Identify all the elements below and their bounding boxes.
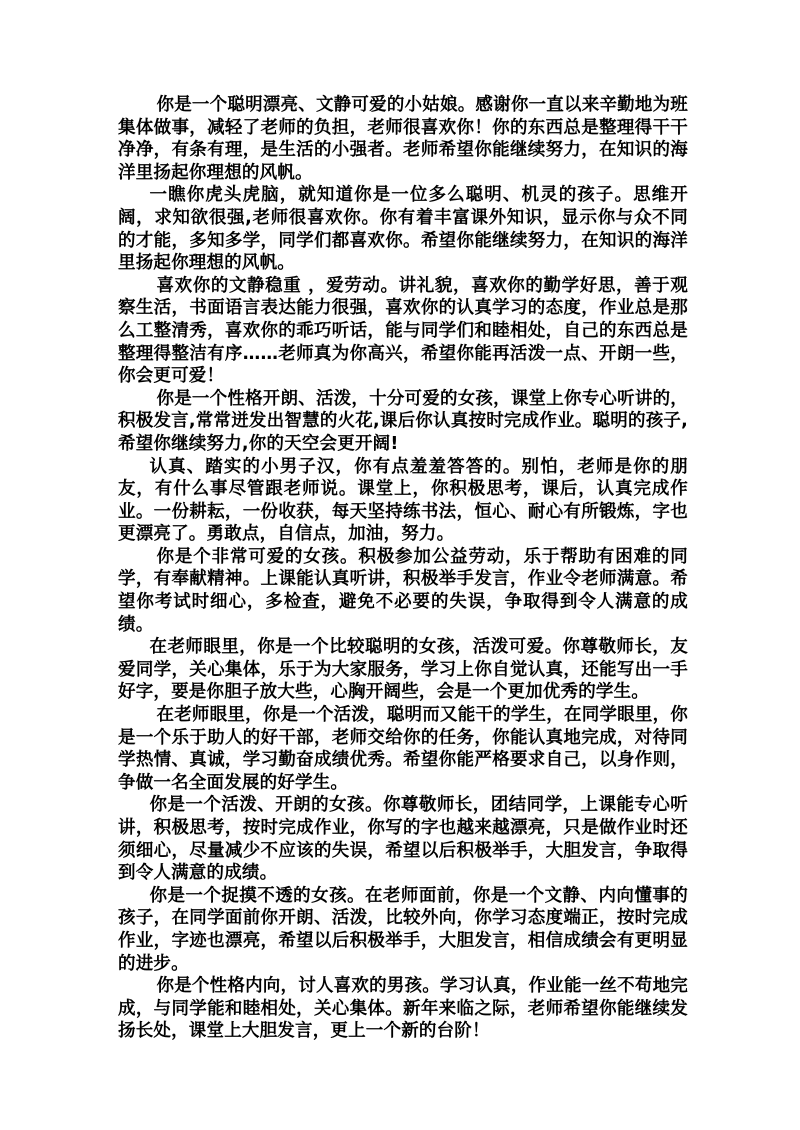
comment-paragraph-4: 你是一个性格开朗、活泼，十分可爱的女孩，课堂上你专心听讲的，积极发言,常常迸发出智慧的火花,课后你认真按时完成作业。聪明的孩子,希望你继续努力,你的天空会更开阔! [118, 388, 688, 454]
comment-paragraph-5: 认真、踏实的小男子汉，你有点羞羞答答的。别怕，老师是你的朋友，有什么事尽管跟老师说。课堂上，你积极思考，课后，认真完成作业。一份耕耘，一份收获，每天坚持练书法，恒心、耐心有所锻炼，字也更漂亮了。勇敢点，自信点，加油，努力。 [118, 456, 688, 545]
document-page [118, 94, 688, 1043]
comment-paragraph-9: 你是一个活泼、开朗的女孩。你尊敬师长，团结同学，上课能专心听讲，积极思考，按时完成作业，你写的字也越来越漂亮，只是做作业时还须细心，尽量减少不应该的失误，希望以后积极举手，大胆发言，争取得到令人满意的成绩。 [118, 795, 688, 884]
comment-paragraph-2: 一瞧你虎头虎脑，就知道你是一位多么聪明、机灵的孩子。思维开阔，求知欲很强,老师很喜欢你。你有着丰富课外知识，显示你与众不同的才能，多知多学，同学们都喜欢你。希望你能继续努力，在知识的海洋里扬起你理想的风帆。 [118, 185, 688, 274]
comment-paragraph-11: 你是个性格内向，讨人喜欢的男孩。学习认真，作业能一丝不苟地完成，与同学能和睦相处，关心集体。新年来临之际，老师希望你能继续发扬长处，课堂上大胆发言，更上一个新的台阶！ [118, 976, 688, 1042]
comment-paragraph-1: 你是一个聪明漂亮、文静可爱的小姑娘。感谢你一直以来辛勤地为班集体做事，减轻了老师的负担，老师很喜欢你！你的东西总是整理得干干净净，有条有理，是生活的小强者。老师希望你能继续努力，在知识的海洋里扬起你理想的风帆。 [118, 95, 688, 183]
comment-paragraph-6: 你是个非常可爱的女孩。积极参加公益劳动，乐于帮助有困难的同学，有奉献精神。上课能认真听讲，积极举手发言，作业令老师满意。希望你考试时细心，多检查，避免不必要的失误，争取得到令人满意的成绩。 [118, 546, 688, 635]
comment-paragraph-10: 你是一个捉摸不透的女孩。在老师面前，你是一个文静、内向懂事的孩子，在同学面前你开朗、活泼，比较外向，你学习态度端正，按时完成作业，字迹也漂亮，希望以后积极举手，大胆发言，相信成绩会有更明显的进步。 [118, 885, 688, 974]
comment-paragraph-8: 在老师眼里，你是一个活泼，聪明而又能干的学生，在同学眼里，你是一个乐于助人的好干部，老师交给你的任务，你能认真地完成，对待同学热情、真诚，学习勤奋成绩优秀。希望你能严格要求自己，以身作则，争做一名全面发展的好学生。 [118, 705, 688, 793]
comment-paragraph-7: 在老师眼里，你是一个比较聪明的女孩，活泼可爱。你尊敬师长，友爱同学，关心集体，乐于为大家服务，学习上你自觉认真，还能写出一手好字，要是你胆子放大些，心胸开阔些，会是一个更加优秀的学生。 [118, 637, 688, 703]
comment-paragraph-3: 喜欢你的文静稳重 ，爱劳动。讲礼貌，喜欢你的勤学好思，善于观察生活，书面语言表达能力很强，喜欢你的认真学习的态度，作业总是那么工整清秀，喜欢你的乖巧听话，能与同学们和睦相处，自己的东西总是整理得整洁有序……老师真为你高兴，希望你能再活泼一点、开朗一些，你会更可爱！ [118, 275, 688, 387]
